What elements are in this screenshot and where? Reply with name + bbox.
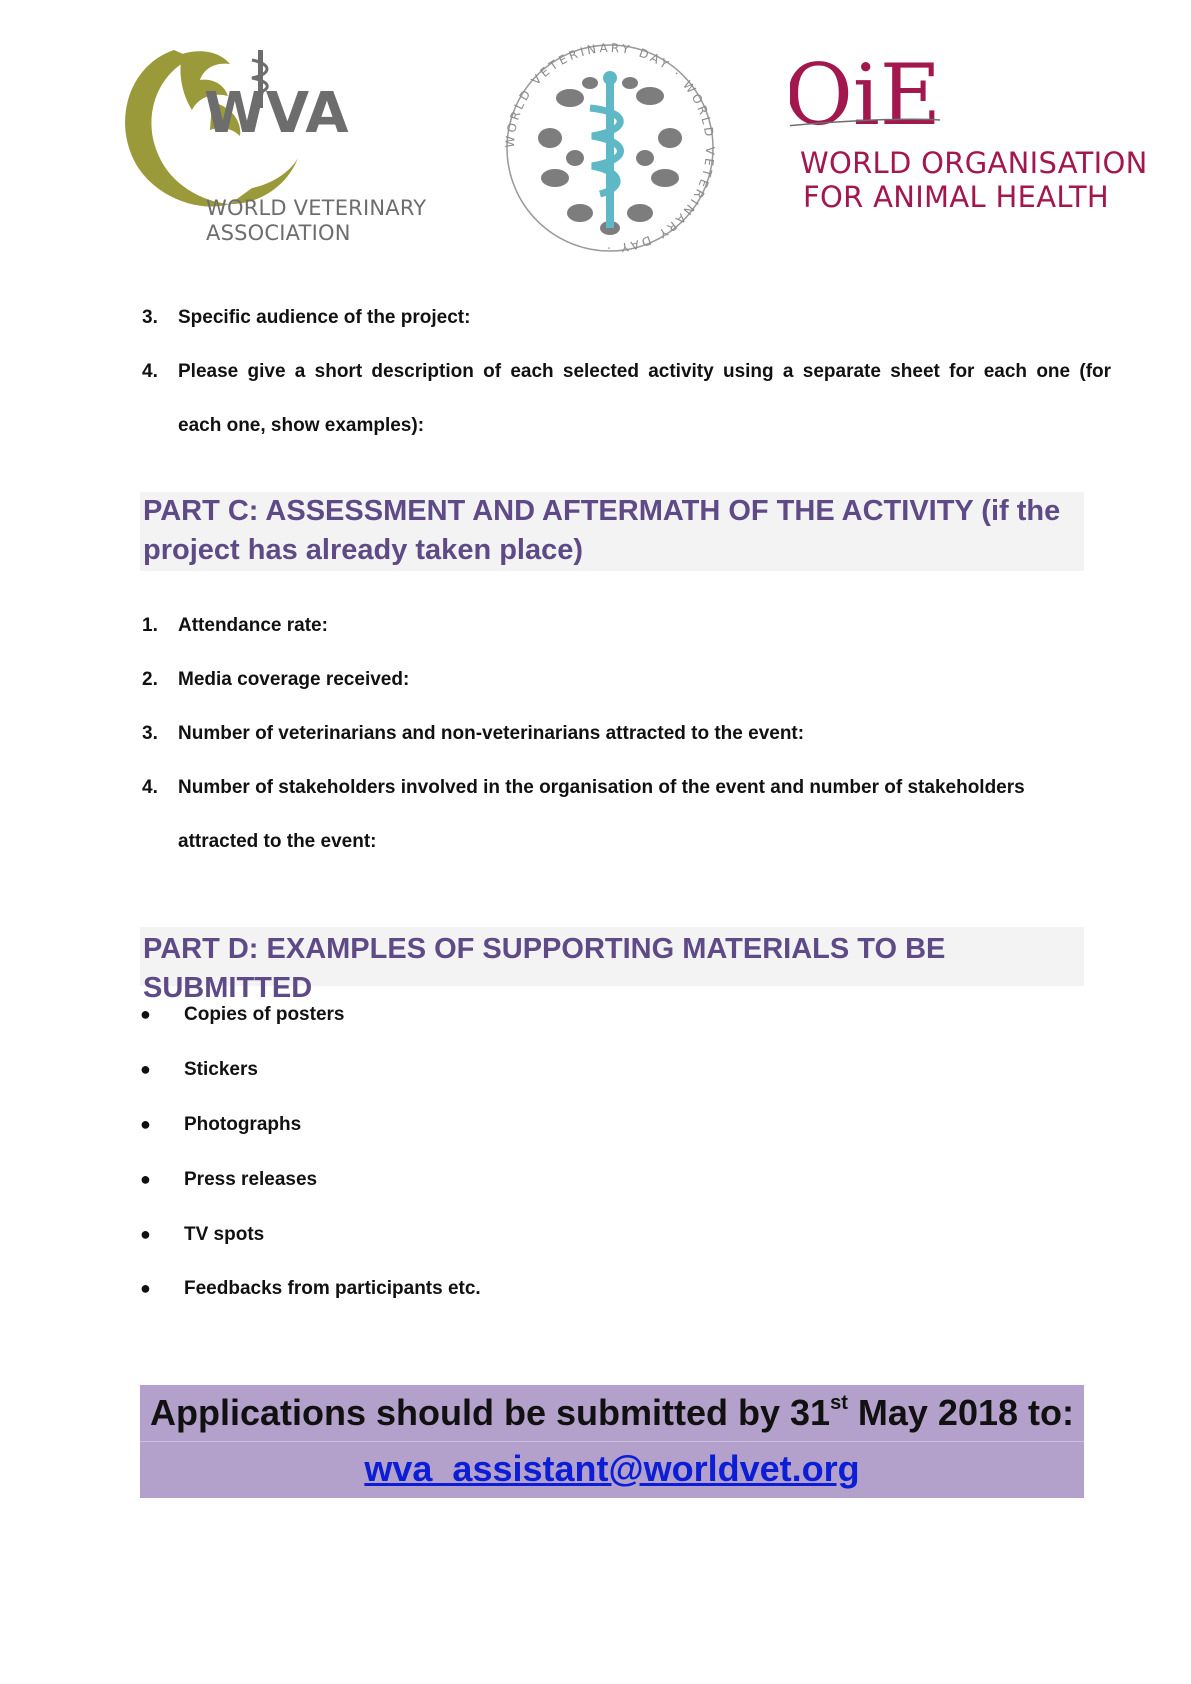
bullet-icon: ●: [140, 1114, 151, 1134]
submission-box: [140, 1385, 1084, 1498]
item-number: 2.: [142, 669, 158, 690]
bullet-icon: ●: [140, 1224, 151, 1244]
item-text: Number of stakeholders involved in the organisation of the event and number of stakeholders: [178, 777, 1025, 798]
list-item: [142, 599, 328, 653]
item-number: 4.: [142, 361, 158, 382]
list-item: [140, 1167, 317, 1192]
part-c-heading-line2: project has already taken place): [143, 534, 584, 566]
bullet-text: TV spots: [184, 1224, 265, 1245]
bullet-text: Stickers: [184, 1059, 258, 1080]
item-text-continued: each one, show examples):: [178, 415, 425, 436]
item-text: Specific audience of the project:: [178, 307, 471, 328]
item-number: 4.: [142, 777, 158, 798]
item-text: Media coverage received:: [178, 669, 410, 690]
bullet-icon: ●: [140, 1004, 151, 1024]
bullet-text: Copies of posters: [184, 1004, 345, 1025]
wva-caption-line2: ASSOCIATION: [206, 221, 351, 245]
list-item: [142, 345, 1112, 436]
email-link[interactable]: wva_assistant@worldvet.org: [364, 1448, 860, 1489]
list-item: [142, 707, 804, 761]
item-text: Number of veterinarians and non-veterinarians attracted to the event:: [178, 723, 805, 744]
item-text-continued: attracted to the event:: [178, 831, 377, 852]
list-item: [142, 653, 409, 707]
item-number: 3.: [142, 723, 158, 744]
part-d-heading: PART D: EXAMPLES OF SUPPORTING MATERIALS TO BE SUBMITTED: [140, 927, 1084, 986]
item-text: Please give a short description of each selected activity using a separate sheet for each one (for: [178, 361, 1112, 382]
oie-caption-line2: FOR ANIMAL HEALTH: [803, 180, 1109, 214]
wvd-ring-text: WORLD VETERINARY DAY · WORLD VETERINARY DAY ·: [502, 40, 718, 256]
list-item: [140, 1112, 301, 1137]
oie-caption-line1: WORLD ORGANISATION: [800, 146, 1148, 180]
list-item: [142, 291, 470, 345]
world-veterinary-day-logo: [500, 38, 720, 258]
bullet-text: Feedbacks from participants etc.: [184, 1278, 481, 1299]
list-item: [140, 1057, 258, 1082]
list-item: [142, 761, 1025, 852]
list-item: [140, 1002, 344, 1027]
bullet-icon: ●: [140, 1169, 151, 1189]
deadline-text-end: May 2018 to:: [847, 1392, 1074, 1433]
part-c-heading: [140, 492, 1084, 571]
deadline-ordinal: st: [830, 1392, 848, 1414]
bullet-text: Press releases: [184, 1169, 318, 1190]
oie-logo-text: OiE: [790, 46, 942, 144]
list-item: [140, 1276, 481, 1301]
wva-caption: [206, 196, 426, 246]
bullet-icon: ●: [140, 1278, 151, 1298]
oie-caption: [800, 146, 1148, 214]
deadline-text: Applications should be submitted by 31: [150, 1392, 831, 1433]
item-number: 1.: [142, 615, 158, 636]
wva-logo-text: WVA: [204, 81, 349, 146]
wva-caption-line1: WORLD VETERINARY: [206, 196, 427, 220]
bullet-icon: ●: [140, 1059, 151, 1079]
part-c-heading-line1: PART C: ASSESSMENT AND AFTERMATH OF THE ACTIVITY (if the: [143, 495, 1061, 527]
bullet-text: Photographs: [184, 1114, 302, 1135]
item-text: Attendance rate:: [178, 615, 328, 636]
submission-deadline: [140, 1385, 1084, 1442]
item-number: 3.: [142, 307, 158, 328]
list-item: [140, 1222, 264, 1247]
